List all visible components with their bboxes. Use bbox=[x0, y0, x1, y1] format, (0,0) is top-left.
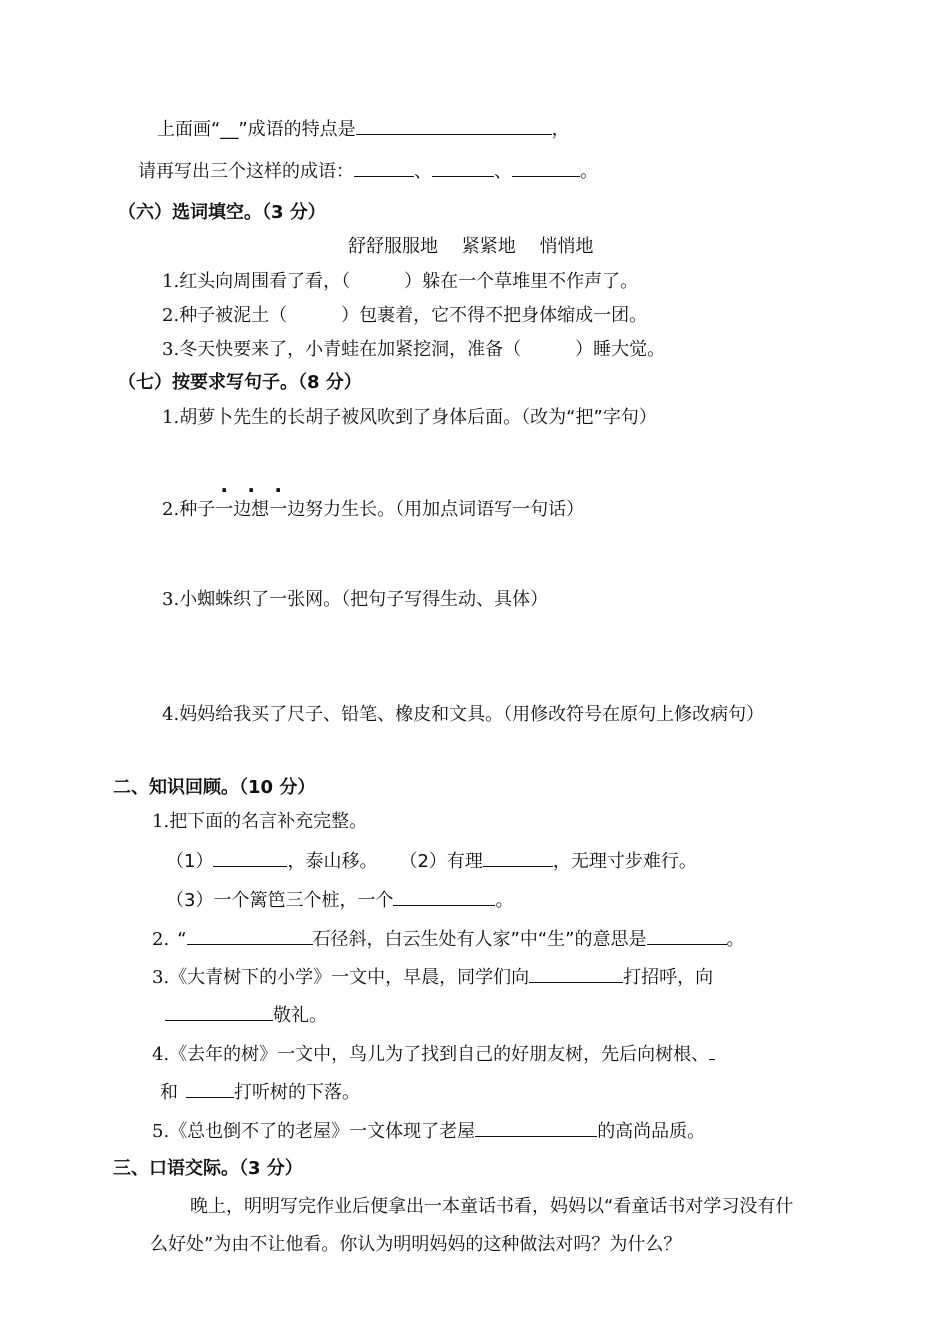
question bbox=[152, 926, 745, 952]
question bbox=[152, 1118, 705, 1144]
sub-label: （1） bbox=[166, 851, 214, 872]
question-text: 打听树的下落。 bbox=[234, 1082, 360, 1103]
question-text: 打招呼，向 bbox=[623, 967, 714, 988]
question-number: 4. bbox=[152, 1044, 170, 1065]
quote-text: （3）一个篱笆三个桩，一个 bbox=[166, 890, 394, 911]
fill-item bbox=[162, 338, 665, 362]
quote-text: ，泰山移。 bbox=[287, 851, 378, 872]
question-text: 。 bbox=[726, 929, 745, 950]
section-6-title: （六）选词填空。（3 分） bbox=[118, 202, 326, 223]
answer-blank[interactable] bbox=[512, 158, 580, 177]
answer-blank[interactable] bbox=[213, 848, 287, 867]
item-number: 2. bbox=[162, 305, 180, 326]
answer-blank[interactable] bbox=[483, 848, 553, 867]
item-text: 小蜘蛛织了一张网。（把句子写得生动、具体） bbox=[179, 589, 549, 610]
separator: 、 bbox=[414, 161, 432, 182]
rewrite-item bbox=[162, 498, 584, 522]
rewrite-item bbox=[162, 703, 764, 727]
rewrite-item bbox=[162, 406, 657, 430]
item-number: 4. bbox=[162, 704, 180, 725]
item-text: 红头向周围看了看，（ ）躲在一个草堆里不作声了。 bbox=[179, 271, 639, 292]
emphasis-dot-char: 边想 bbox=[233, 499, 270, 520]
line-text: 。 bbox=[580, 161, 598, 182]
line-text: ”成语的特点是 bbox=[238, 119, 356, 140]
part-2-title: 二、知识回顾。（10 分） bbox=[113, 777, 316, 798]
quote-text: 。 bbox=[495, 890, 514, 911]
line-text: 上面画“ bbox=[157, 119, 221, 140]
word-options: 舒舒服服地 紧紧地 悄悄地 bbox=[348, 236, 594, 257]
question-continuation bbox=[165, 1002, 327, 1028]
fill-item bbox=[162, 270, 638, 294]
question-text: 和 bbox=[160, 1082, 178, 1103]
section-7-title: （七）按要求写句子。（8 分） bbox=[118, 372, 362, 393]
answer-blank[interactable] bbox=[709, 1041, 715, 1060]
idiom-feature-line bbox=[157, 116, 570, 142]
passage-line: 么好处”为由不让他看。你认为明明妈妈的这种做法对吗？为什么？ bbox=[150, 1234, 682, 1255]
line-text: 请再写出三个这样的成语： bbox=[138, 161, 354, 182]
question-text: “ bbox=[177, 929, 187, 950]
question-text: 的高尚品质。 bbox=[597, 1121, 706, 1142]
emphasis-dot-char: 一 bbox=[215, 499, 234, 520]
underline-mark: __ bbox=[220, 119, 239, 140]
item-text: 妈妈给我买了尺子、铅笔、橡皮和文具。（用修改符号在原句上修改病句） bbox=[179, 704, 765, 725]
part-3-title: 三、口语交际。（3 分） bbox=[113, 1158, 303, 1179]
answer-blank[interactable] bbox=[393, 887, 495, 906]
answer-blank[interactable] bbox=[187, 926, 313, 945]
question-text: 《大青树下的小学》一文中，早晨，同学们向 bbox=[169, 967, 530, 988]
emphasis-dot-char: 一 bbox=[269, 499, 288, 520]
answer-blank[interactable] bbox=[647, 926, 727, 945]
answer-blank[interactable] bbox=[432, 158, 494, 177]
item-number: 3. bbox=[162, 589, 180, 610]
question-text: 敬礼。 bbox=[273, 1005, 327, 1026]
answer-blank[interactable] bbox=[529, 964, 623, 983]
question-continuation bbox=[160, 1079, 360, 1105]
question-text: 把下面的名言补充完整。 bbox=[169, 811, 368, 832]
sub-label: （2）有理 bbox=[399, 851, 483, 872]
separator: 、 bbox=[494, 161, 512, 182]
question-text: 《总也倒不了的老屋》一文体现了老屋 bbox=[169, 1121, 476, 1142]
answer-blank[interactable] bbox=[354, 158, 414, 177]
item-number: 2. bbox=[162, 499, 180, 520]
item-number: 3. bbox=[162, 339, 180, 360]
question-number: 2. bbox=[152, 929, 170, 950]
question-number: 5. bbox=[152, 1121, 170, 1142]
question bbox=[152, 810, 367, 834]
question-text: 石径斜，白云生处有人家”中“生”的意思是 bbox=[312, 929, 647, 950]
answer-blank[interactable] bbox=[475, 1118, 597, 1137]
item-text: 边努力生长。（用加点词语写一句话） bbox=[287, 499, 585, 520]
question-number: 1. bbox=[152, 811, 170, 832]
item-number: 1. bbox=[162, 407, 180, 428]
quote-text: ，无理寸步难行。 bbox=[552, 851, 697, 872]
three-idioms-line bbox=[138, 158, 598, 184]
item-text: 种子 bbox=[179, 499, 216, 520]
question-number: 3. bbox=[152, 967, 170, 988]
answer-blank[interactable] bbox=[186, 1079, 234, 1098]
line-text: ， bbox=[551, 119, 570, 140]
answer-blank[interactable] bbox=[356, 116, 552, 135]
answer-blank[interactable] bbox=[165, 1002, 273, 1021]
question-text: 《去年的树》一文中，鸟儿为了找到自己的好朋友树，先后向树根、 bbox=[169, 1044, 710, 1065]
question bbox=[152, 964, 713, 990]
quote-line bbox=[166, 848, 697, 874]
item-number: 1. bbox=[162, 271, 180, 292]
quote-line bbox=[166, 887, 513, 913]
passage-line: 晚上，明明写完作业后便拿出一本童话书看，妈妈以“看童话书对学习没有什 bbox=[190, 1196, 794, 1217]
item-text: 胡萝卜先生的长胡子被风吹到了身体后面。（改为“把”字句） bbox=[179, 407, 657, 428]
fill-item bbox=[162, 304, 647, 328]
rewrite-item bbox=[162, 588, 548, 612]
item-text: 种子被泥土（ ）包裹着，它不得不把身体缩成一团。 bbox=[179, 305, 648, 326]
question bbox=[152, 1041, 715, 1067]
item-text: 冬天快要来了，小青蛙在加紧挖洞，准备（ ）睡大觉。 bbox=[179, 339, 666, 360]
